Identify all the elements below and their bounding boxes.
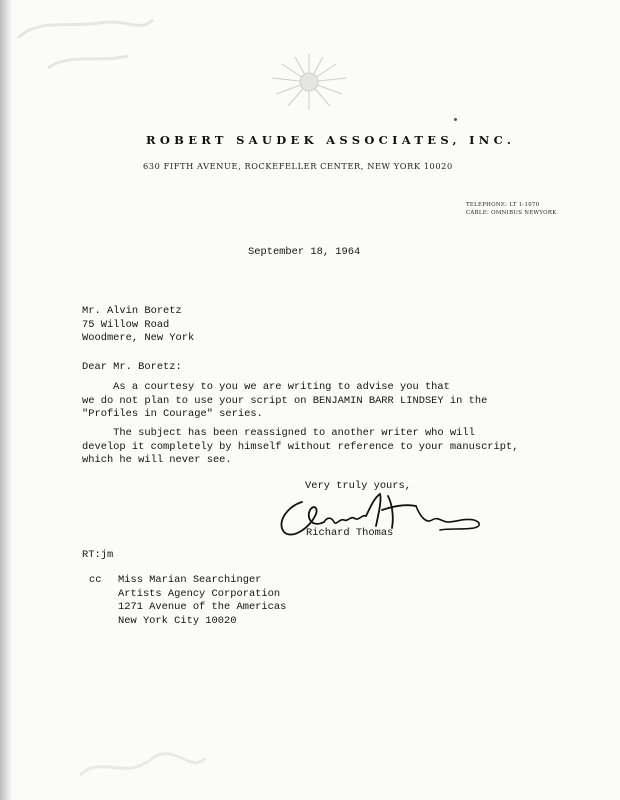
body-line: "Profiles in Courage" series. [82, 408, 263, 420]
cable-line: CABLE: OMNIBUS NEWYORK [466, 210, 557, 216]
cc-line: New York City 10020 [118, 614, 237, 627]
body-paragraph-2 [82, 427, 518, 468]
watermark-decoration [70, 740, 210, 795]
paper-edge-shadow [0, 0, 12, 800]
salutation: Dear Mr. Boretz: [82, 361, 182, 373]
body-line: we do not plan to use your script on BENJAMIN BARR LINDSEY in the [82, 394, 488, 407]
cc-recipient [118, 574, 286, 628]
cc-line: Artists Agency Corporation [118, 587, 281, 600]
body-line: develop it completely by himself without reference to your manuscript, [82, 440, 519, 453]
recipient-address [82, 305, 194, 346]
complimentary-close: Very truly yours, [305, 480, 412, 492]
company-address: 630 FIFTH AVENUE, ROCKEFELLER CENTER, NEW YORK 10020 [143, 161, 453, 171]
reference-initials: RT:jm [82, 549, 114, 561]
body-line: As a courtesy to you we are writing to advise you that [82, 381, 450, 393]
recipient-line: 75 Willow Road [82, 318, 170, 331]
ink-speck [454, 118, 457, 121]
cc-line: 1271 Avenue of the Americas [118, 601, 287, 613]
handwritten-signature [270, 488, 490, 550]
cc-line: Miss Marian Searchinger [118, 574, 262, 586]
sunburst-emblem-icon [268, 52, 350, 112]
body-line: which he will never see. [82, 454, 232, 466]
watermark-decoration [8, 8, 158, 88]
telephone-line: TELEPHONE: LT 1-1070 [466, 202, 540, 208]
company-name: ROBERT SAUDEK ASSOCIATES, INC. [146, 133, 516, 147]
recipient-line: Woodmere, New York [82, 332, 195, 344]
recipient-line: Mr. Alvin Boretz [82, 305, 182, 317]
signer-name: Richard Thomas [306, 527, 394, 539]
cc-label: cc [89, 574, 102, 586]
body-line: The subject has been reassigned to another writer who will [82, 427, 475, 439]
body-paragraph-1 [82, 381, 487, 422]
letter-date: September 18, 1964 [248, 246, 361, 258]
